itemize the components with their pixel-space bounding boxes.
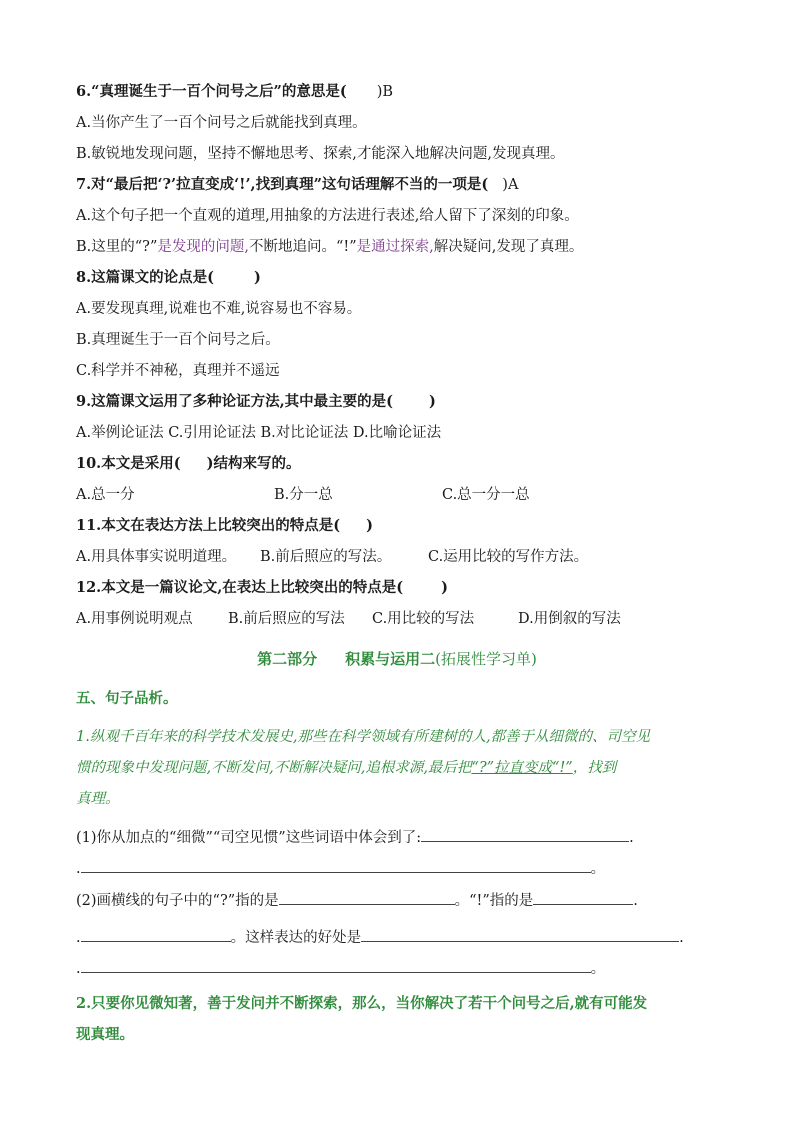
question-10-options <box>76 485 734 505</box>
question-11-option-b: B.前后照应的写法。 <box>260 549 392 565</box>
sub-question-2-continuation: . 。这样表达的好处是 . <box>76 926 734 948</box>
question-11-options <box>76 547 734 567</box>
answer-blank[interactable] <box>533 889 633 905</box>
question-10-option-b: B.分一总 <box>274 487 333 503</box>
question-9-options: A.举例论证法 C.引用论证法 B.对比论证法 D.比喻论证法 <box>76 425 442 441</box>
question-12-option-c: C.用比较的写法 <box>372 611 475 627</box>
question-12-option-d: D.用倒叙的写法 <box>518 611 621 627</box>
passage-1: 1.纵观千百年来的科学技术发展史,那些在科学领域有所建树的人,都善于从细微的、司空见 惯的现象中发现问题,不断发问,不断解决疑问,追根求源,最后把“?”拉直变成“!”，找到 真理。 <box>76 729 651 807</box>
question-6-option-b: B.敏锐地发现问题，坚持不懈地思考、探索,才能深入地解决问题,发现真理。 <box>76 146 565 162</box>
question-9: 9.这篇课文运用了多种论证方法,其中最主要的是( ) <box>76 393 436 410</box>
question-8: 8.这篇课文的论点是( ) <box>76 269 261 286</box>
question-6: 6.“真理诞生于一百个问号之后”的意思是( )B <box>76 83 393 100</box>
question-11-option-a: A.用具体事实说明道理。 <box>76 549 237 565</box>
question-11-option-c: C.运用比较的写作方法。 <box>428 549 589 565</box>
sub-question-1-continuation: . 。 <box>76 857 734 879</box>
question-10-option-c: C.总一分一总 <box>442 487 530 503</box>
question-7: 7.对“最后把‘?’拉直变成‘!’,找到真理”这句话理解不当的一项是( )A <box>76 176 519 193</box>
question-6-option-a: A.当你产生了一百个问号之后就能找到真理。 <box>76 115 367 131</box>
question-10: 10.本文是采用( )结构来写的。 <box>76 455 301 472</box>
question-11: 11.本文在表达方法上比较突出的特点是( ) <box>76 517 373 534</box>
answer-blank[interactable] <box>361 926 679 942</box>
question-8-option-b: B.真理诞生于一百个问号之后。 <box>76 332 280 348</box>
answer-blank[interactable] <box>81 957 591 973</box>
question-12-options <box>76 609 734 629</box>
passage-2: 2.只要你见微知著，善于发问并不断探索，那么，当你解决了若干个问号之后,就有可能发 现真理。 <box>76 995 648 1043</box>
section-heading: 第二部分 积累与运用二(拓展性学习单) <box>257 650 537 668</box>
part-5-heading: 五、句子品析。 <box>76 690 178 707</box>
underlined-sentence: “?”拉直变成“!” <box>471 760 573 776</box>
question-12-option-b: B.前后照应的写法 <box>228 611 345 627</box>
answer-blank[interactable] <box>421 826 629 842</box>
question-12: 12.本文是一篇议论文,在表达上比较突出的特点是( ) <box>76 579 449 596</box>
question-7-option-b: B.这里的“?”是发现的问题,不断地追问。“!”是通过探索,解决疑问,发现了真理。 <box>76 239 584 255</box>
question-7-option-a: A.这个句子把一个直观的道理,用抽象的方法进行表述,给人留下了深刻的印象。 <box>76 208 579 224</box>
sub-question-2-continuation-2: . 。 <box>76 957 734 979</box>
question-12-option-a: A.用事例说明观点 <box>76 611 193 627</box>
question-8-option-a: A.要发现真理,说难也不难,说容易也不容易。 <box>76 301 362 317</box>
question-8-option-c: C.科学并不神秘，真理并不遥远 <box>76 363 280 379</box>
sub-question-1: (1)你从加点的“细微”“司空见惯”这些词语中体会到了: . <box>76 826 734 848</box>
sub-question-2: (2)画横线的句子中的“?”指的是 。“!”指的是 . <box>76 889 734 911</box>
question-10-option-a: A.总一分 <box>76 487 135 503</box>
answer-blank[interactable] <box>81 857 591 873</box>
answer-blank[interactable] <box>279 889 455 905</box>
answer-blank[interactable] <box>81 926 231 942</box>
